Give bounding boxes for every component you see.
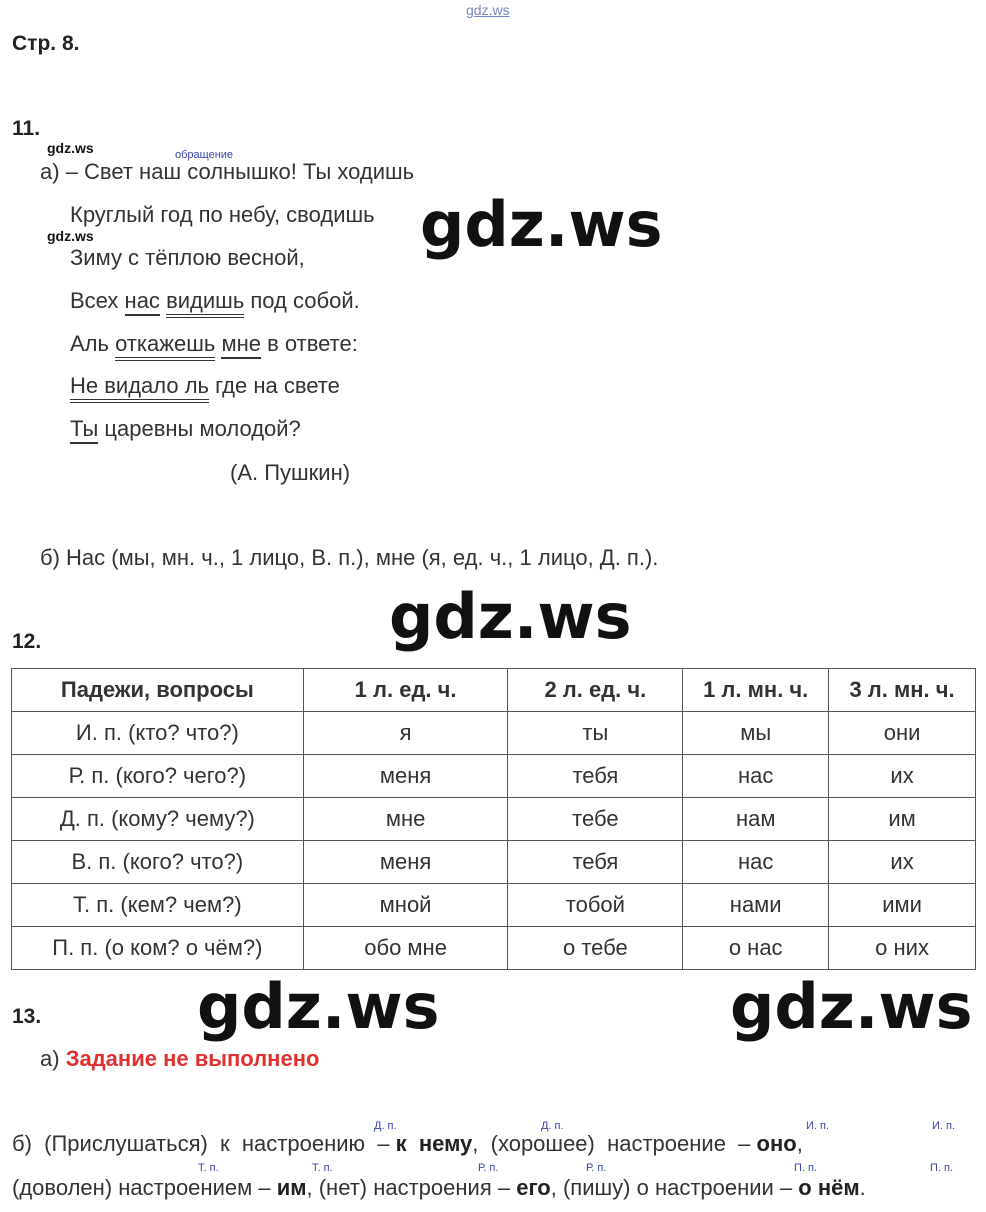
table-cell: о нас (683, 927, 829, 970)
poem-text: где на свете (209, 373, 340, 398)
table-cell: я (303, 712, 508, 755)
text: , (нет) настроения – (306, 1175, 517, 1200)
table-cell: П. п. (о ком? о чём?) (12, 927, 304, 970)
pronoun-answer: о нём (798, 1175, 860, 1200)
header-cell: Падежи, вопросы (12, 669, 304, 712)
table-cell: им (829, 798, 976, 841)
table-cell: Д. п. (кому? чему?) (12, 798, 304, 841)
text: б) (Прислушаться) к настроению – (12, 1131, 396, 1156)
watermark-big-2: gdz.ws (389, 580, 632, 653)
header-cell: 1 л. ед. ч. (303, 669, 508, 712)
poem-text: Всех (70, 288, 125, 313)
exercise-13-part-a (40, 1046, 319, 1072)
header-cell: 2 л. ед. ч. (508, 669, 683, 712)
text: (доволен) настроением – (12, 1175, 277, 1200)
table-row (12, 884, 976, 927)
table-cell: тебе (508, 798, 683, 841)
case-note: Т. п. (312, 1162, 333, 1174)
watermark-big-1: gdz.ws (420, 188, 663, 261)
poem-text: царевны молодой? (98, 416, 301, 441)
table-row (12, 798, 976, 841)
case-note: П. п. (930, 1162, 954, 1174)
table-cell: нам (683, 798, 829, 841)
text: , (хорошее) настроение – (472, 1131, 757, 1156)
watermark-small-1: gdz.ws (47, 140, 94, 156)
case-note: Д. п. (374, 1120, 397, 1132)
table-header-row (12, 669, 976, 712)
pronoun-answer: его (516, 1175, 551, 1200)
case-note: Т. п. (198, 1162, 219, 1174)
table-cell: о тебе (508, 927, 683, 970)
table-cell: мне (303, 798, 508, 841)
table-cell: тобой (508, 884, 683, 927)
table-cell: Р. п. (кого? чего?) (12, 755, 304, 798)
pronoun-answer: им (276, 1175, 307, 1200)
poem-address: Свет наш солнышко (84, 159, 291, 184)
exercise-13-number: 13. (12, 1005, 42, 1028)
table-row (12, 927, 976, 970)
poem-line-5 (70, 331, 358, 357)
table-cell: тебя (508, 755, 683, 798)
text: , (пишу) о настроении – (550, 1175, 799, 1200)
table-cell: обо мне (303, 927, 508, 970)
table-cell: меня (303, 841, 508, 884)
table-cell: Т. п. (кем? чем?) (12, 884, 304, 927)
case-note: П. п. (794, 1162, 818, 1174)
exercise-13-part-b-line-1 (12, 1131, 974, 1157)
table-cell: И. п. (кто? что?) (12, 712, 304, 755)
exercise-11-part-b: б) Нас (мы, мн. ч., 1 лицо, В. п.), мне (я, ед. ч., 1 лицо, Д. п.). (40, 545, 659, 570)
header-cell: 3 л. мн. ч. (829, 669, 976, 712)
case-note: И. п. (932, 1120, 956, 1132)
table-cell: ими (829, 884, 976, 927)
poem-line-4 (70, 288, 360, 314)
page-label: Стр. 8. (12, 32, 80, 55)
table-cell: нас (683, 755, 829, 798)
table-cell: нами (683, 884, 829, 927)
exercise-12-number: 12. (12, 630, 42, 653)
predicate-underline-otkazhesh: откажешь (115, 331, 215, 361)
watermark-small-2: gdz.ws (47, 228, 94, 244)
pronoun-answer: к нему (395, 1131, 473, 1156)
table-cell: их (829, 755, 976, 798)
case-note: Р. п. (586, 1162, 607, 1174)
table-cell: тебя (508, 841, 683, 884)
table-cell: их (829, 841, 976, 884)
watermark-top[interactable]: gdz.ws (466, 2, 510, 18)
object-underline-mne: мне (221, 331, 261, 359)
address-annotation: обращение (175, 149, 234, 161)
table-cell: нас (683, 841, 829, 884)
case-note: И. п. (806, 1120, 830, 1132)
table-row (12, 841, 976, 884)
poem-line-1-rest: ! Ты ходишь (290, 159, 415, 184)
case-note: Р. п. (478, 1162, 499, 1174)
table-cell: они (829, 712, 976, 755)
text: , (796, 1131, 803, 1156)
pronoun-answer: оно (756, 1131, 797, 1156)
header-cell: 1 л. мн. ч. (683, 669, 829, 712)
predicate-underline-ne-vidalo: Не видало ль (70, 373, 209, 403)
watermark-big-4: gdz.ws (730, 970, 973, 1043)
poem-author: (А. Пушкин) (230, 460, 351, 485)
table-cell: мы (683, 712, 829, 755)
poem-line-3: Зиму с тёплою весной, (70, 245, 305, 270)
table-cell: меня (303, 755, 508, 798)
subject-underline-ty: Ты (70, 416, 98, 444)
task-not-done-status: Задание не выполнено (65, 1046, 320, 1071)
table-cell: ты (508, 712, 683, 755)
poem-line-6 (70, 373, 340, 399)
poem-line-1-prefix: а) – (40, 159, 85, 184)
table-cell: В. п. (кого? что?) (12, 841, 304, 884)
poem-line-7 (70, 416, 301, 442)
exercise-11-number: 11. (12, 117, 41, 140)
table-row (12, 755, 976, 798)
case-note: Д. п. (541, 1120, 564, 1132)
part-a-prefix: а) (40, 1046, 66, 1071)
poem-line-1 (40, 159, 414, 185)
exercise-13-part-b-line-2 (12, 1175, 866, 1201)
table-row (12, 712, 976, 755)
object-underline-nas: нас (125, 288, 160, 316)
poem-text: Аль (70, 331, 116, 356)
poem-line-2: Круглый год по небу, сводишь (70, 202, 375, 227)
text: . (859, 1175, 866, 1200)
table-cell: мной (303, 884, 508, 927)
predicate-underline-vidish: видишь (166, 288, 244, 318)
table-cell: о них (829, 927, 976, 970)
poem-text: в ответе: (260, 331, 358, 356)
watermark-big-3: gdz.ws (197, 970, 440, 1043)
poem-text: под собой. (244, 288, 360, 313)
pronoun-cases-table (11, 668, 976, 970)
